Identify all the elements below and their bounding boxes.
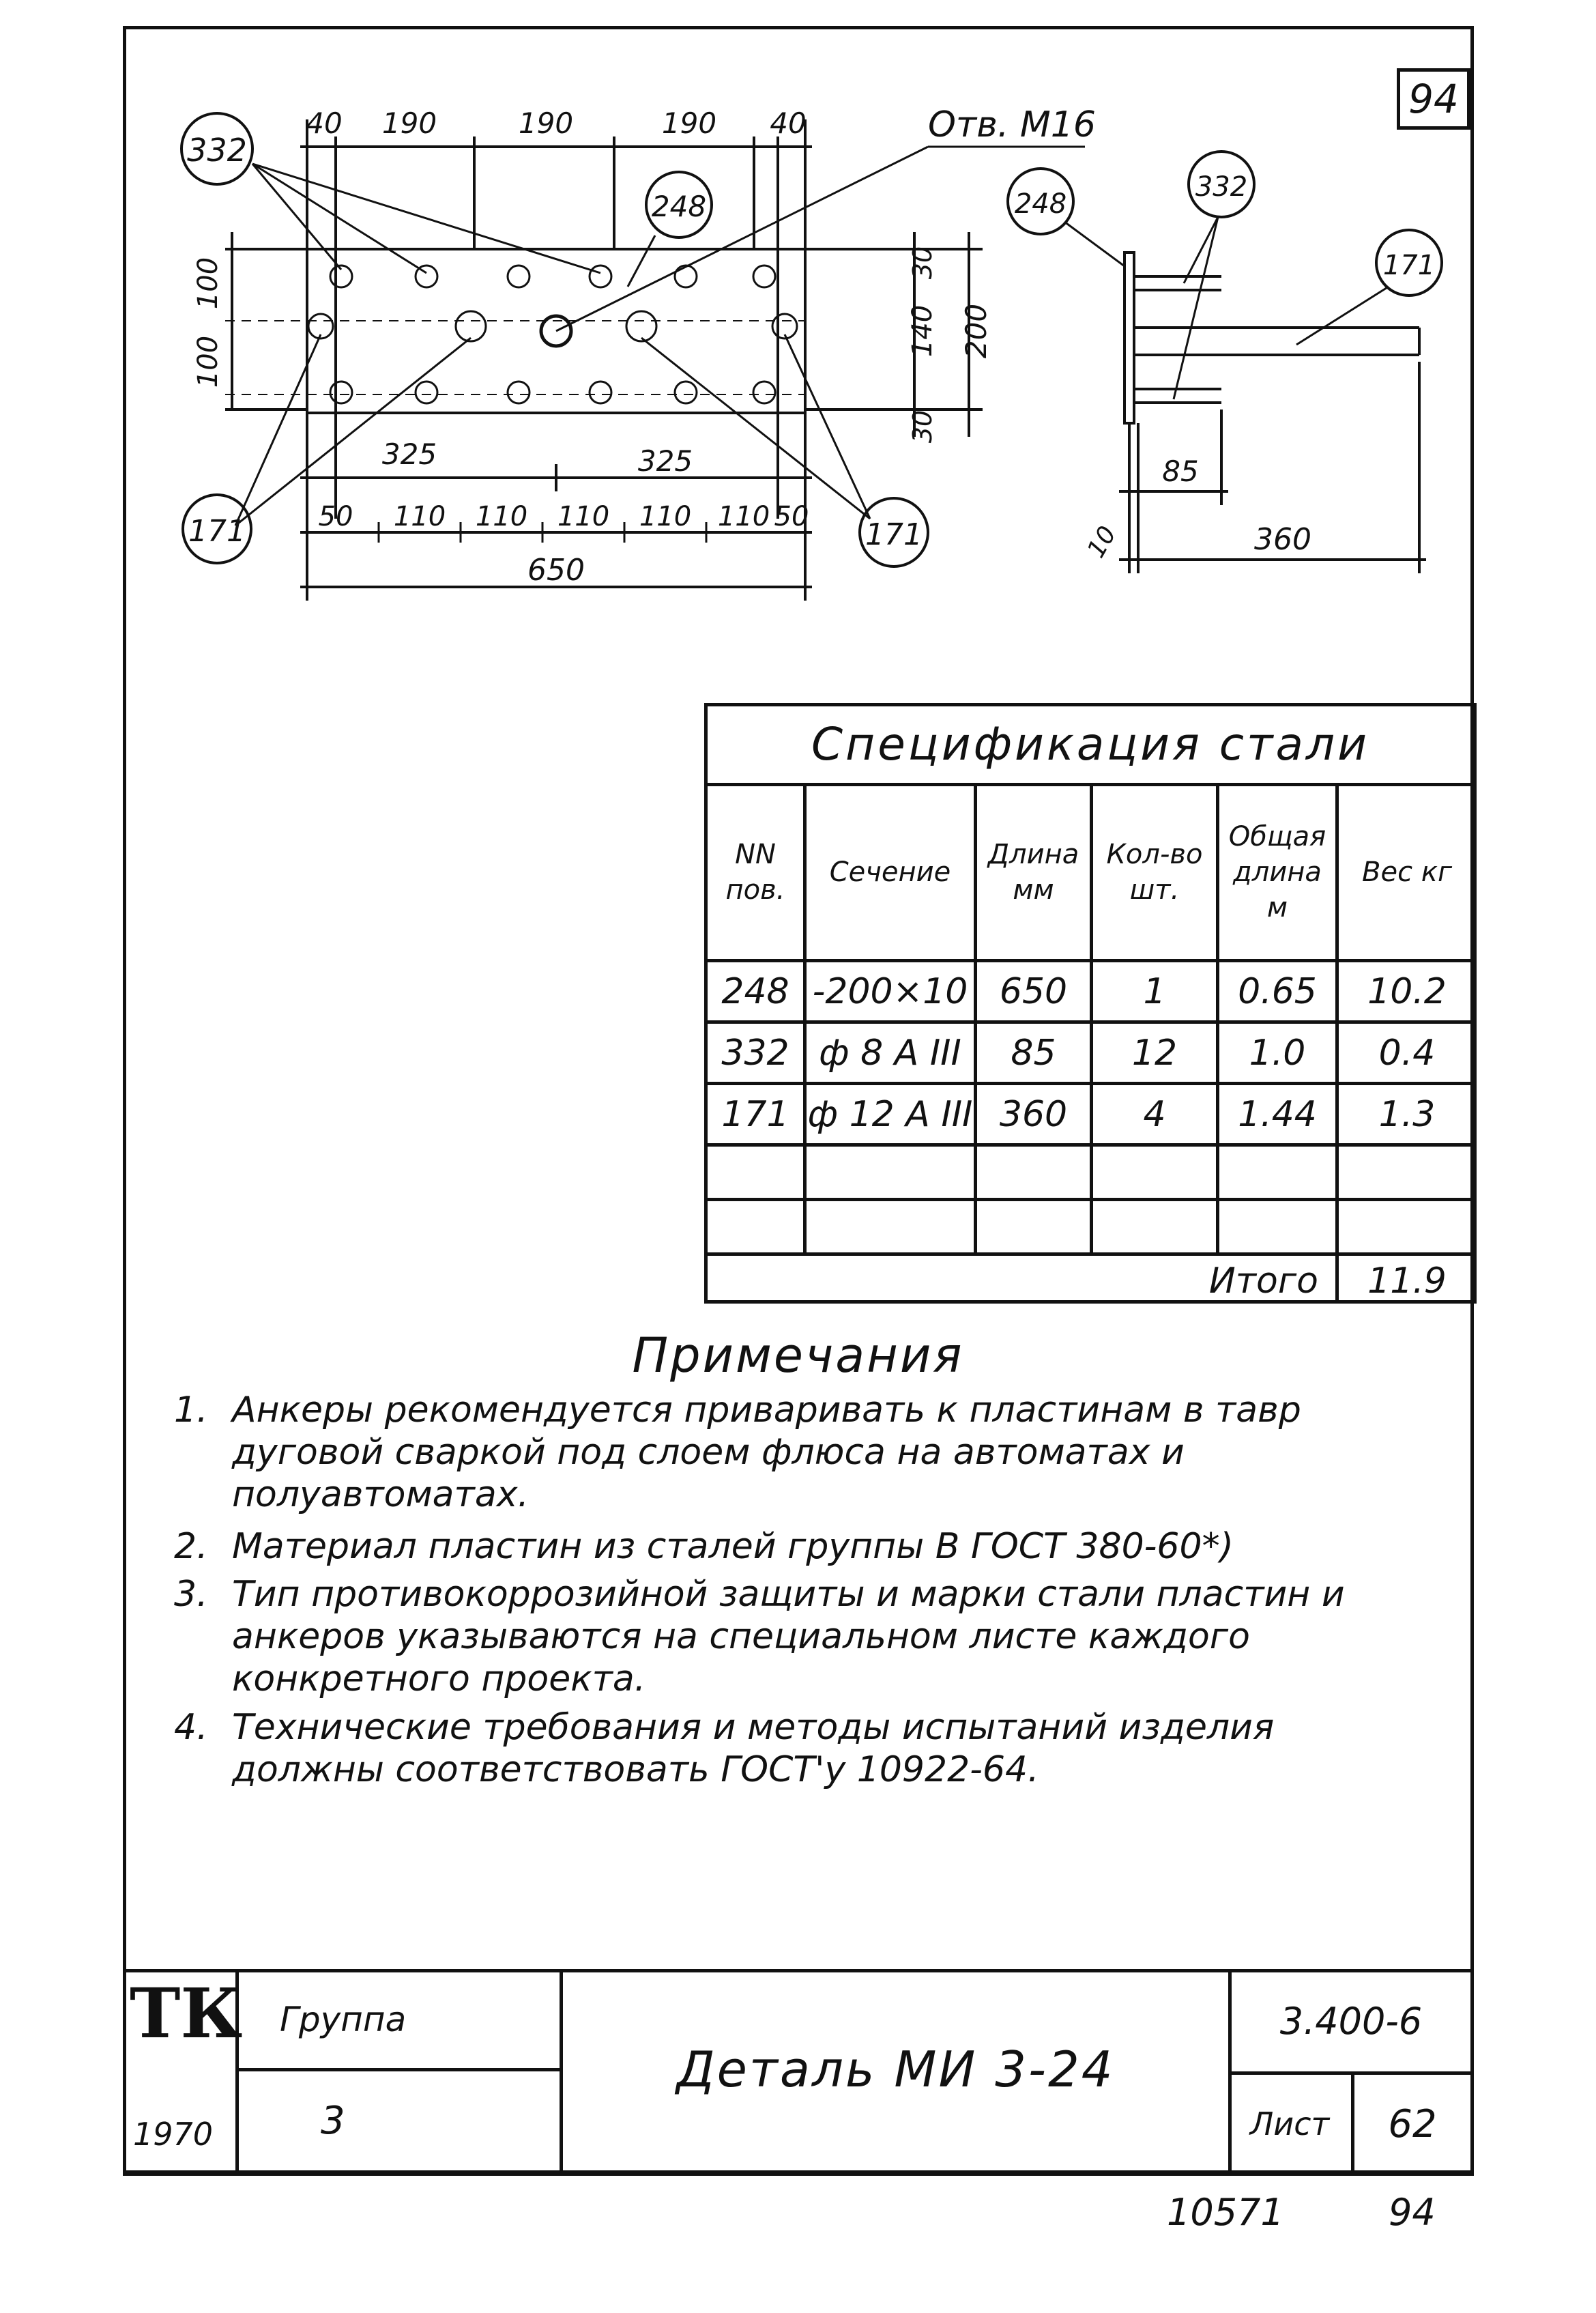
hdr-length: Длина мм xyxy=(987,839,1079,906)
dim-total-length: 360 xyxy=(1254,522,1311,557)
note-number: 3. xyxy=(174,1574,208,1615)
section-callout-332: 332 xyxy=(1195,171,1248,203)
dim-right-4: 200 xyxy=(959,303,993,359)
table-cell: -200×10 xyxy=(812,971,968,1012)
table-cell: 360 xyxy=(999,1094,1068,1135)
dim-top-1: 40 xyxy=(306,106,343,140)
group-value: 3 xyxy=(321,2099,345,2143)
section-callout-171: 171 xyxy=(1382,250,1436,281)
note-4 xyxy=(174,1706,1430,1791)
sheet-label: Лист xyxy=(1249,2106,1330,2142)
table-cell: 332 xyxy=(721,1033,789,1074)
hdr-pos: NN пов. xyxy=(725,839,785,906)
hdr-qty: Кол-во шт. xyxy=(1106,839,1203,906)
table-cell: 10.2 xyxy=(1367,971,1447,1012)
hdr-weight: Вес кг xyxy=(1362,857,1452,888)
note-text: Материал пластин из сталей группы В ГОСТ 380-60*) xyxy=(232,1526,1234,1567)
spec-title: Спецификация стали xyxy=(708,706,1473,786)
dim-total: 650 xyxy=(527,553,585,588)
dim-anchor-length: 85 xyxy=(1162,455,1199,488)
notes-title: Примечания xyxy=(632,1327,964,1383)
table-cell: 0.65 xyxy=(1238,971,1317,1012)
dim-bot-7: 50 xyxy=(774,501,809,532)
year: 1970 xyxy=(133,2116,214,2153)
dim-left-2: 100 xyxy=(192,335,224,388)
callout-332: 332 xyxy=(187,132,247,169)
note-number: 1. xyxy=(174,1390,208,1431)
table-cell: 650 xyxy=(999,971,1068,1012)
archive-code: 10571 xyxy=(1167,2191,1284,2234)
detail-name: Деталь МИ 3-24 xyxy=(676,2041,1115,2098)
series-code: 3.400-6 xyxy=(1279,2000,1423,2043)
spec-table xyxy=(704,703,1477,1304)
note-2 xyxy=(174,1525,1430,1568)
note-text: Тип противокоррозийной защиты и марки стали пластин и анкеров указываются на специальном листе каждого конкретного проекта. xyxy=(232,1574,1345,1699)
table-cell: 1.0 xyxy=(1249,1033,1306,1074)
dim-left-1: 100 xyxy=(192,257,224,310)
dim-mid-2: 325 xyxy=(637,444,693,478)
tk-logo: ТК xyxy=(130,1973,243,2054)
dim-right-3: 30 xyxy=(908,410,938,444)
table-cell: 1.44 xyxy=(1238,1094,1317,1135)
total-value: 11.9 xyxy=(1367,1261,1447,1302)
dim-right-1: 30 xyxy=(908,246,938,280)
section-callout-248: 248 xyxy=(1014,188,1067,220)
hole-label: Отв. М16 xyxy=(928,104,1096,145)
dim-bot-3: 110 xyxy=(475,501,528,532)
table-cell: 4 xyxy=(1143,1094,1166,1135)
total-label: Итого xyxy=(1208,1261,1318,1302)
note-text: Анкеры рекомендуется приваривать к пластинам в тавр дуговой сваркой под слоем флюса на автоматах и полуавтоматах. xyxy=(232,1390,1301,1515)
corner-sheet-number: 94 xyxy=(1397,68,1470,130)
dim-bot-4: 110 xyxy=(557,501,610,532)
dim-bot-1: 50 xyxy=(318,501,353,532)
table-cell: ф 12 А III xyxy=(807,1094,973,1135)
dim-top-5: 40 xyxy=(770,106,807,140)
note-number: 4. xyxy=(174,1707,208,1748)
table-cell: 1.3 xyxy=(1378,1094,1436,1135)
dim-plate-thickness: 10 xyxy=(1082,521,1122,563)
callout-171-right: 171 xyxy=(865,517,923,552)
dim-top-2: 190 xyxy=(381,106,437,140)
dim-top-4: 190 xyxy=(661,106,717,140)
table-cell: ф 8 А III xyxy=(819,1033,961,1074)
dim-bot-2: 110 xyxy=(393,501,446,532)
hdr-total-length: Общая длина м xyxy=(1228,821,1326,923)
page-number: 94 xyxy=(1389,2191,1436,2234)
note-number: 2. xyxy=(174,1526,208,1567)
callout-171-left: 171 xyxy=(188,514,246,549)
dim-right-2: 140 xyxy=(907,304,938,358)
group-label: Группа xyxy=(280,2000,407,2039)
table-cell: 0.4 xyxy=(1378,1033,1436,1074)
sheet-number: 62 xyxy=(1388,2102,1437,2146)
dim-bot-6: 110 xyxy=(717,501,770,532)
table-cell: 1 xyxy=(1143,971,1166,1012)
hdr-section: Сечение xyxy=(829,857,951,888)
table-cell: 171 xyxy=(721,1094,789,1135)
title-block xyxy=(123,1969,1474,2174)
table-cell: 248 xyxy=(721,971,789,1012)
dim-top-3: 190 xyxy=(518,106,574,140)
note-3 xyxy=(174,1573,1430,1700)
note-text: Технические требования и методы испытаний изделия должны соответствовать ГОСТ'у 10922-64. xyxy=(232,1707,1275,1790)
table-cell: 85 xyxy=(1011,1033,1056,1074)
dim-mid-1: 325 xyxy=(381,437,437,471)
callout-248: 248 xyxy=(651,190,707,223)
note-1 xyxy=(174,1389,1430,1516)
dim-bot-5: 110 xyxy=(639,501,692,532)
table-cell: 12 xyxy=(1131,1033,1178,1074)
